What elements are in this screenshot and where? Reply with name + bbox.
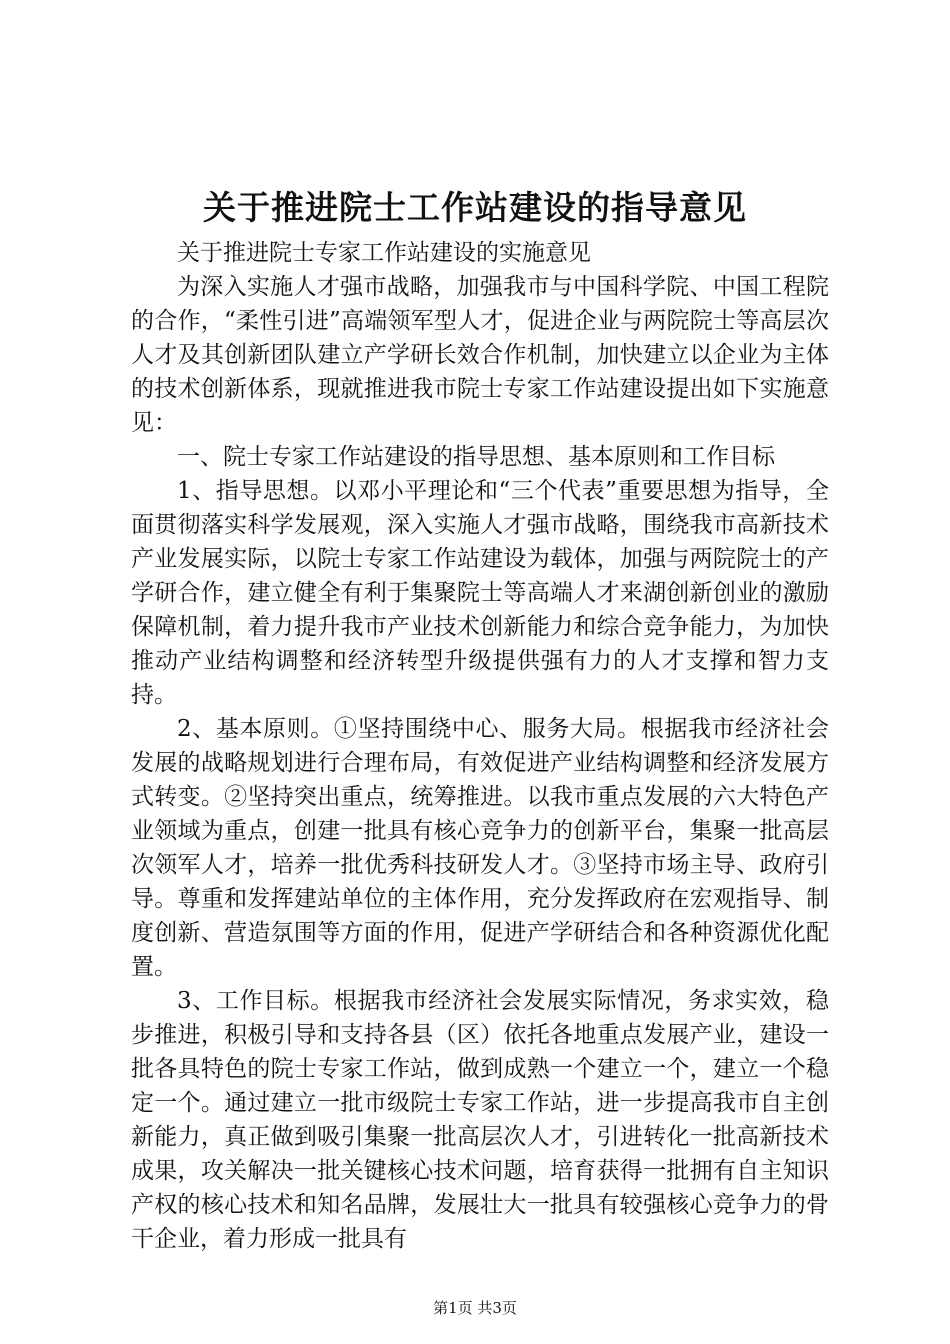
work-goals-paragraph: 3、工作目标。根据我市经济社会发展实际情况，务求实效，稳步推进，积极引导和支持各县（区）依托各地重点发展产业，建设一批各具特色的院士专家工作站，做到成熟一个建立一个，建立一个稳定一个。通过建立一批市级院士专家工作站，进一步提高我市自主创新能力，真正做到吸引集聚一批高层次人才，引进转化一批高新技术成果，攻关解决一批关键核心技术问题，培育获得一批拥有自主知识产权的核心技术和知名品牌，发展壮大一批具有较强核心竞争力的骨干企业，着力形成一批具有 xyxy=(131,988,829,1252)
basic-principles-paragraph: 2、基本原则。①坚持围绕中心、服务大局。根据我市经济社会发展的战略规划进行合理布局，有效促进产业结构调整和经济发展方式转变。②坚持突出重点，统筹推进。以我市重点发展的六大特色产业领域为重点，创建一批具有核心竞争力的创新平台，集聚一批高层次领军人才，培养一批优秀科技研发人才。③坚持市场主导、政府引导。尊重和发挥建站单位的主体作用，充分发挥政府在宏观指导、制度创新、营造氛围等方面的作用，促进产学研结合和各种资源优化配置。 xyxy=(131,716,829,980)
guiding-thought-paragraph: 1、指导思想。以邓小平理论和“三个代表”重要思想为指导，全面贯彻落实科学发展观，深入实施人才强市战略，围绕我市高新技术产业发展实际，以院士专家工作站建设为载体，加强与两院院士的产学研合作，建立健全有利于集聚院士等高端人才来湖创新创业的激励保障机制，着力提升我市产业技术创新能力和综合竞争能力，为加快推动产业结构调整和经济转型升级提供强有力的人才支撑和智力支持。 xyxy=(131,478,829,708)
intro-paragraph: 为深入实施人才强市战略，加强我市与中国科学院、中国工程院的合作，“柔性引进”高端领军型人才，促进企业与两院院士等高层次人才及其创新团队建立产学研长效合作机制，加快建立以企业为主体的技术创新体系，现就推进我市院士专家工作站建设提出如下实施意见： xyxy=(131,274,829,436)
document-title: 关于推进院士工作站建设的指导意见 xyxy=(203,188,747,227)
subtitle-paragraph: 关于推进院士专家工作站建设的实施意见 xyxy=(177,240,591,266)
section-heading: 一、院士专家工作站建设的指导思想、基本原则和工作目标 xyxy=(177,444,775,470)
page-footer: 第1页 共3页 xyxy=(433,1299,517,1317)
document-body xyxy=(131,236,829,1256)
